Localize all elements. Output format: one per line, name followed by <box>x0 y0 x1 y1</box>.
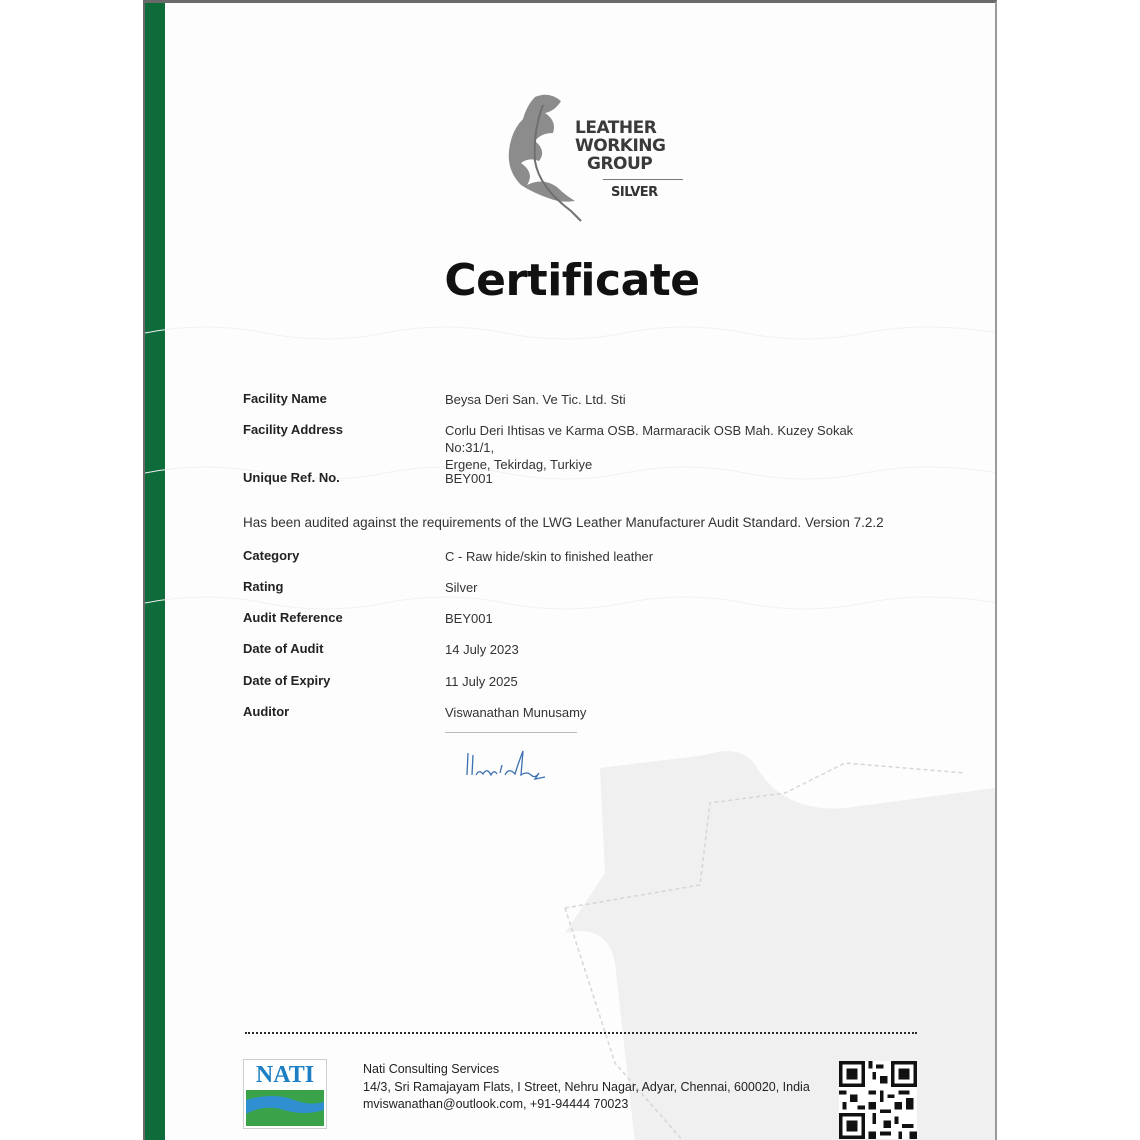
category-value: C - Raw hide/skin to finished leather <box>445 549 654 564</box>
unique-ref-label: Unique Ref. No. <box>243 470 340 485</box>
nati-address: 14/3, Sri Ramajayam Flats, I Street, Nehru Nagar, Adyar, Chennai, 600020, India <box>363 1079 810 1094</box>
facility-address-line-2: Ergene, Tekirdag, Turkiye <box>445 457 593 472</box>
rating-value: Silver <box>445 580 478 595</box>
expiry-date-label: Date of Expiry <box>243 673 331 688</box>
leaf-icon <box>505 91 585 231</box>
audit-reference-label: Audit Reference <box>243 610 343 625</box>
audit-statement: Has been audited against the requirements of the LWG Leather Manufacturer Audit Standard. Version 7.2.2 <box>243 515 884 530</box>
auditor-value: Viswanathan Munusamy <box>445 705 587 720</box>
auditor-signature <box>463 743 553 785</box>
logo-line-1: LEATHER <box>575 118 657 138</box>
facility-name-label: Facility Name <box>243 391 327 406</box>
unique-ref-value: BEY001 <box>445 471 493 486</box>
logo-line-3: GROUP <box>587 154 653 174</box>
audit-date-label: Date of Audit <box>243 641 324 656</box>
nati-logo <box>243 1059 327 1129</box>
rating-label: Rating <box>243 579 284 594</box>
facility-name-value: Beysa Deri San. Ve Tic. Ltd. Sti <box>445 392 626 407</box>
page-title: Certificate <box>444 255 700 306</box>
audit-date-value: 14 July 2023 <box>445 642 519 657</box>
facility-address-line-1: Corlu Deri Ihtisas ve Karma OSB. Marmaracik OSB Mah. Kuzey Sokak No:31/1, <box>445 423 854 455</box>
auditor-label: Auditor <box>243 704 290 719</box>
lwg-logo <box>505 91 665 231</box>
category-label: Category <box>243 548 300 563</box>
nati-logo-text: NATI <box>255 1062 315 1088</box>
nati-contact: mviswanathan@outlook.com, +91-94444 70023 <box>363 1097 629 1111</box>
logo-tier: SILVER <box>611 185 658 200</box>
facility-address-value <box>445 422 905 473</box>
expiry-date-value: 11 July 2025 <box>445 674 518 689</box>
nati-contact-info <box>363 1061 810 1114</box>
footer-divider <box>245 1032 917 1034</box>
qr-code <box>839 1061 917 1139</box>
logo-divider <box>603 179 683 180</box>
signature-line <box>445 732 577 733</box>
facility-address-label: Facility Address <box>243 422 343 437</box>
certificate-page <box>143 0 997 1140</box>
audit-reference-value: BEY001 <box>445 611 493 626</box>
nati-company-name: Nati Consulting Services <box>363 1062 500 1076</box>
logo-line-2: WORKING <box>575 136 666 156</box>
river-icon <box>244 1090 326 1130</box>
